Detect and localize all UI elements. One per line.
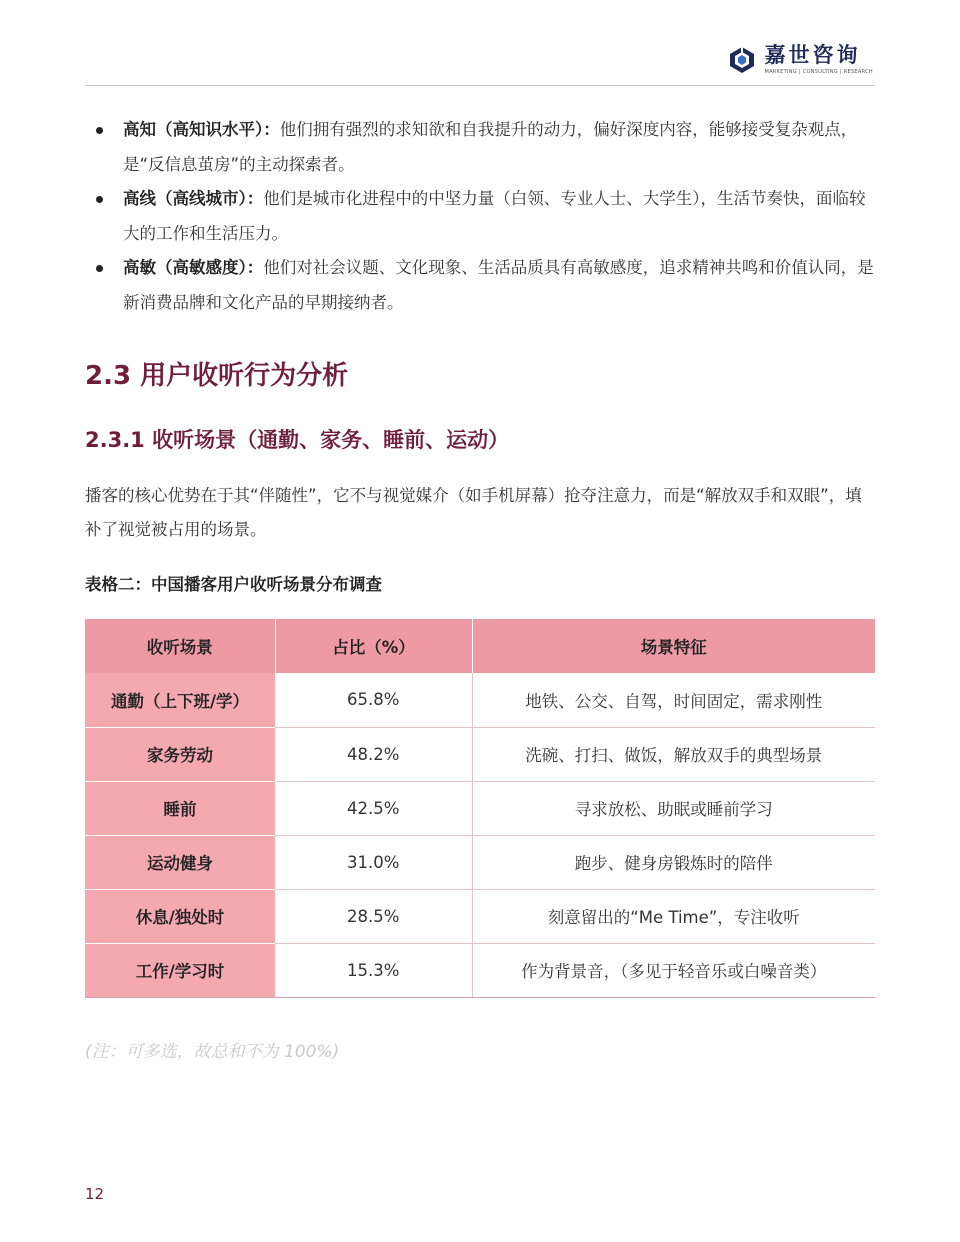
share-cell: 28.5%: [275, 889, 472, 943]
page-header: [85, 36, 875, 86]
subsection-title: 2.3.1 收听场景（通勤、家务、睡前、运动）: [85, 428, 510, 452]
table-row: [85, 781, 875, 835]
bullet-text: 他们拥有强烈的求知欲和自我提升的动力，偏好深度内容，能够接受复杂观点，是“反信息茧房”的主动探索者。: [123, 120, 858, 174]
bullet-text: 他们对社会议题、文化现象、生活品质具有高敏感度，追求精神共鸣和价值认同，是新消费品牌和文化产品的早期接纳者。: [123, 258, 874, 312]
feature-cell: 洗碗、打扫、做饭，解放双手的典型场景: [472, 727, 875, 781]
company-name: 嘉世咨询: [764, 43, 861, 67]
table-caption: 表格二：中国播客用户收听场景分布调查: [85, 575, 382, 594]
share-cell: 31.0%: [275, 835, 472, 889]
table-row: [85, 673, 875, 727]
table-row: [85, 727, 875, 781]
bullet-term: 高线（高线城市）：: [123, 189, 264, 208]
bullet-term: 高知（高知识水平）：: [123, 120, 280, 139]
body-paragraph: 播客的核心优势在于其“伴随性”，它不与视觉媒介（如手机屏幕）抢夺注意力，而是“解放双手和双眼”，填补了视觉被占用的场景。: [85, 486, 862, 539]
scene-cell: 运动健身: [85, 835, 275, 889]
table-row: [85, 943, 875, 997]
scene-cell: 通勤（上下班/学）: [85, 673, 275, 727]
share-cell: 65.8%: [275, 673, 472, 727]
bullet-text: 他们是城市化进程中的中坚力量（白领、专业人士、大学生），生活节奏快，面临较大的工作和生活压力。: [123, 189, 866, 243]
feature-cell: 地铁、公交、自驾，时间固定，需求刚性: [472, 673, 875, 727]
header-cell-scene: 收听场景: [85, 619, 275, 673]
jiashi-logo-icon: [728, 46, 756, 74]
company-logo: [728, 44, 873, 75]
page-number: 12: [85, 1185, 105, 1203]
table-header-row: [85, 619, 875, 673]
list-item: [85, 182, 875, 251]
feature-cell: 刻意留出的“Me Time”，专注收听: [472, 889, 875, 943]
share-cell: 15.3%: [275, 943, 472, 997]
table-note: (注：可多选，故总和不为 100%): [85, 1042, 340, 1062]
scene-cell: 睡前: [85, 781, 275, 835]
company-tagline: MARKETING | CONSULTING | RESEARCH: [764, 69, 873, 75]
table-row: [85, 835, 875, 889]
scene-cell: 工作/学习时: [85, 943, 275, 997]
list-item: [85, 113, 875, 182]
audience-traits-list: [85, 113, 875, 320]
header-cell-feature: 场景特征: [472, 619, 875, 673]
scene-cell: 休息/独处时: [85, 889, 275, 943]
listening-scene-table: [85, 619, 875, 998]
share-cell: 42.5%: [275, 781, 472, 835]
bullet-term: 高敏（高敏感度）：: [123, 258, 264, 277]
scene-cell: 家务劳动: [85, 727, 275, 781]
feature-cell: 跑步、健身房锻炼时的陪伴: [472, 835, 875, 889]
header-cell-share: 占比（%）: [275, 619, 472, 673]
list-item: [85, 251, 875, 320]
feature-cell: 作为背景音，（多见于轻音乐或白噪音类）: [472, 943, 875, 997]
table-row: [85, 889, 875, 943]
feature-cell: 寻求放松、助眠或睡前学习: [472, 781, 875, 835]
share-cell: 48.2%: [275, 727, 472, 781]
section-title: 2.3 用户收听行为分析: [85, 361, 349, 391]
